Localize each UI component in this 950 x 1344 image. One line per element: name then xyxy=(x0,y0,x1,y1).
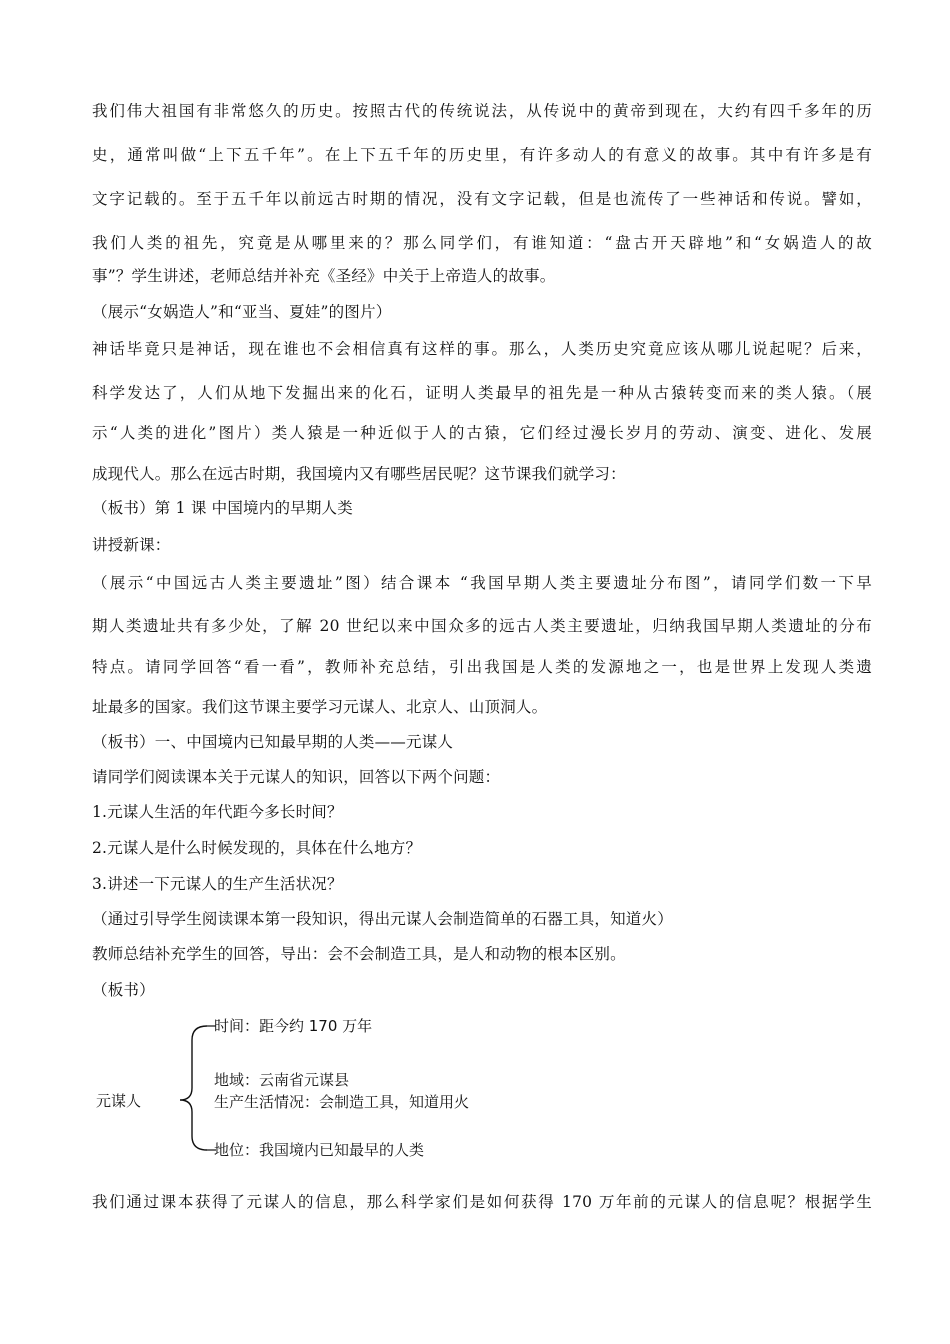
question-item: 1.元谋人生活的年代距今多长时间？ xyxy=(92,803,343,821)
diagram-root-label: 元谋人 xyxy=(96,1092,142,1110)
diagram-item-time: 时间：距今约 170 万年 xyxy=(214,1017,373,1035)
paragraph-line: 特点。请同学回答“看一看”，教师补充总结，引出我国是人类的发源地之一，也是世界上发现人类遗 xyxy=(92,658,872,676)
board-diagram xyxy=(92,1010,592,1170)
paragraph-line: 教师总结补充学生的回答，导出：会不会制造工具，是人和动物的根本区别。 xyxy=(92,945,626,963)
board-heading: （板书） xyxy=(92,981,155,999)
paragraph-line: 示“人类的进化”图片）类人猿是一种近似于人的古猿，它们经过漫长岁月的劳动、演变、进化、发展 xyxy=(92,424,872,442)
paragraph-line: 我们通过课本获得了元谋人的信息，那么科学家们是如何获得 170 万年前的元谋人的信息呢？根据学生 xyxy=(92,1193,872,1211)
paragraph-line: 事”？学生讲述，老师总结并补充《圣经》中关于上帝造人的故事。 xyxy=(92,267,556,285)
paragraph-line: （展示“中国远古人类主要遗址”图）结合课本 “我国早期人类主要遗址分布图”，请同学们数一下早 xyxy=(92,574,872,592)
question-item: 2.元谋人是什么时候发现的，具体在什么地方？ xyxy=(92,839,422,857)
paragraph-line: 我们人类的祖先，究竟是从哪里来的？那么同学们，有谁知道：“盘古开天辟地”和“女娲造人的故 xyxy=(92,234,872,252)
paragraph-line: 神话毕竟只是神话，现在谁也不会相信真有这样的事。那么，人类历史究竟应该从哪儿说起呢？后来， xyxy=(92,340,872,358)
paragraph-line: 我们伟大祖国有非常悠久的历史。按照古代的传统说法，从传说中的黄帝到现在，大约有四千多年的历 xyxy=(92,102,872,120)
paragraph-line: 史，通常叫做“上下五千年”。在上下五千年的历史里，有许多动人的有意义的故事。其中有许多是有 xyxy=(92,146,872,164)
board-heading: （板书）一、中国境内已知最早期的人类——元谋人 xyxy=(92,733,454,751)
stage-note: （展示“女娲造人”和“亚当、夏娃”的图片） xyxy=(92,303,392,321)
paragraph-line: 址最多的国家。我们这节课主要学习元谋人、北京人、山顶洞人。 xyxy=(92,698,548,716)
paragraph-line: 期人类遗址共有多少处，了解 20 世纪以来中国众多的远古人类主要遗址，归纳我国早期人类遗址的分布 xyxy=(92,617,872,635)
question-item: 3.讲述一下元谋人的生产生活状况？ xyxy=(92,875,343,893)
paragraph-line: 成现代人。那么在远古时期，我国境内又有哪些居民呢？这节课我们就学习： xyxy=(92,465,626,483)
paragraph-line: 科学发达了，人们从地下发掘出来的化石，证明人类最早的祖先是一种从古猿转变而来的类人猿。（展 xyxy=(92,384,872,402)
paragraph-line: 文字记载的。至于五千年以前远古时期的情况，没有文字记载，但是也流传了一些神话和传说。譬如， xyxy=(92,190,872,208)
paragraph-line: （通过引导学生阅读课本第一段知识，得出元谋人会制造简单的石器工具，知道火） xyxy=(92,910,673,928)
diagram-item-status: 地位：我国境内已知最早的人类 xyxy=(214,1141,425,1159)
paragraph-line: 请同学们阅读课本关于元谋人的知识，回答以下两个问题： xyxy=(92,768,501,786)
diagram-item-life: 生产生活情况：会制造工具，知道用火 xyxy=(214,1093,470,1111)
section-heading: 讲授新课： xyxy=(92,536,171,554)
board-heading: （板书）第 1 课 中国境内的早期人类 xyxy=(92,499,353,517)
diagram-item-region: 地域：云南省元谋县 xyxy=(214,1071,350,1089)
